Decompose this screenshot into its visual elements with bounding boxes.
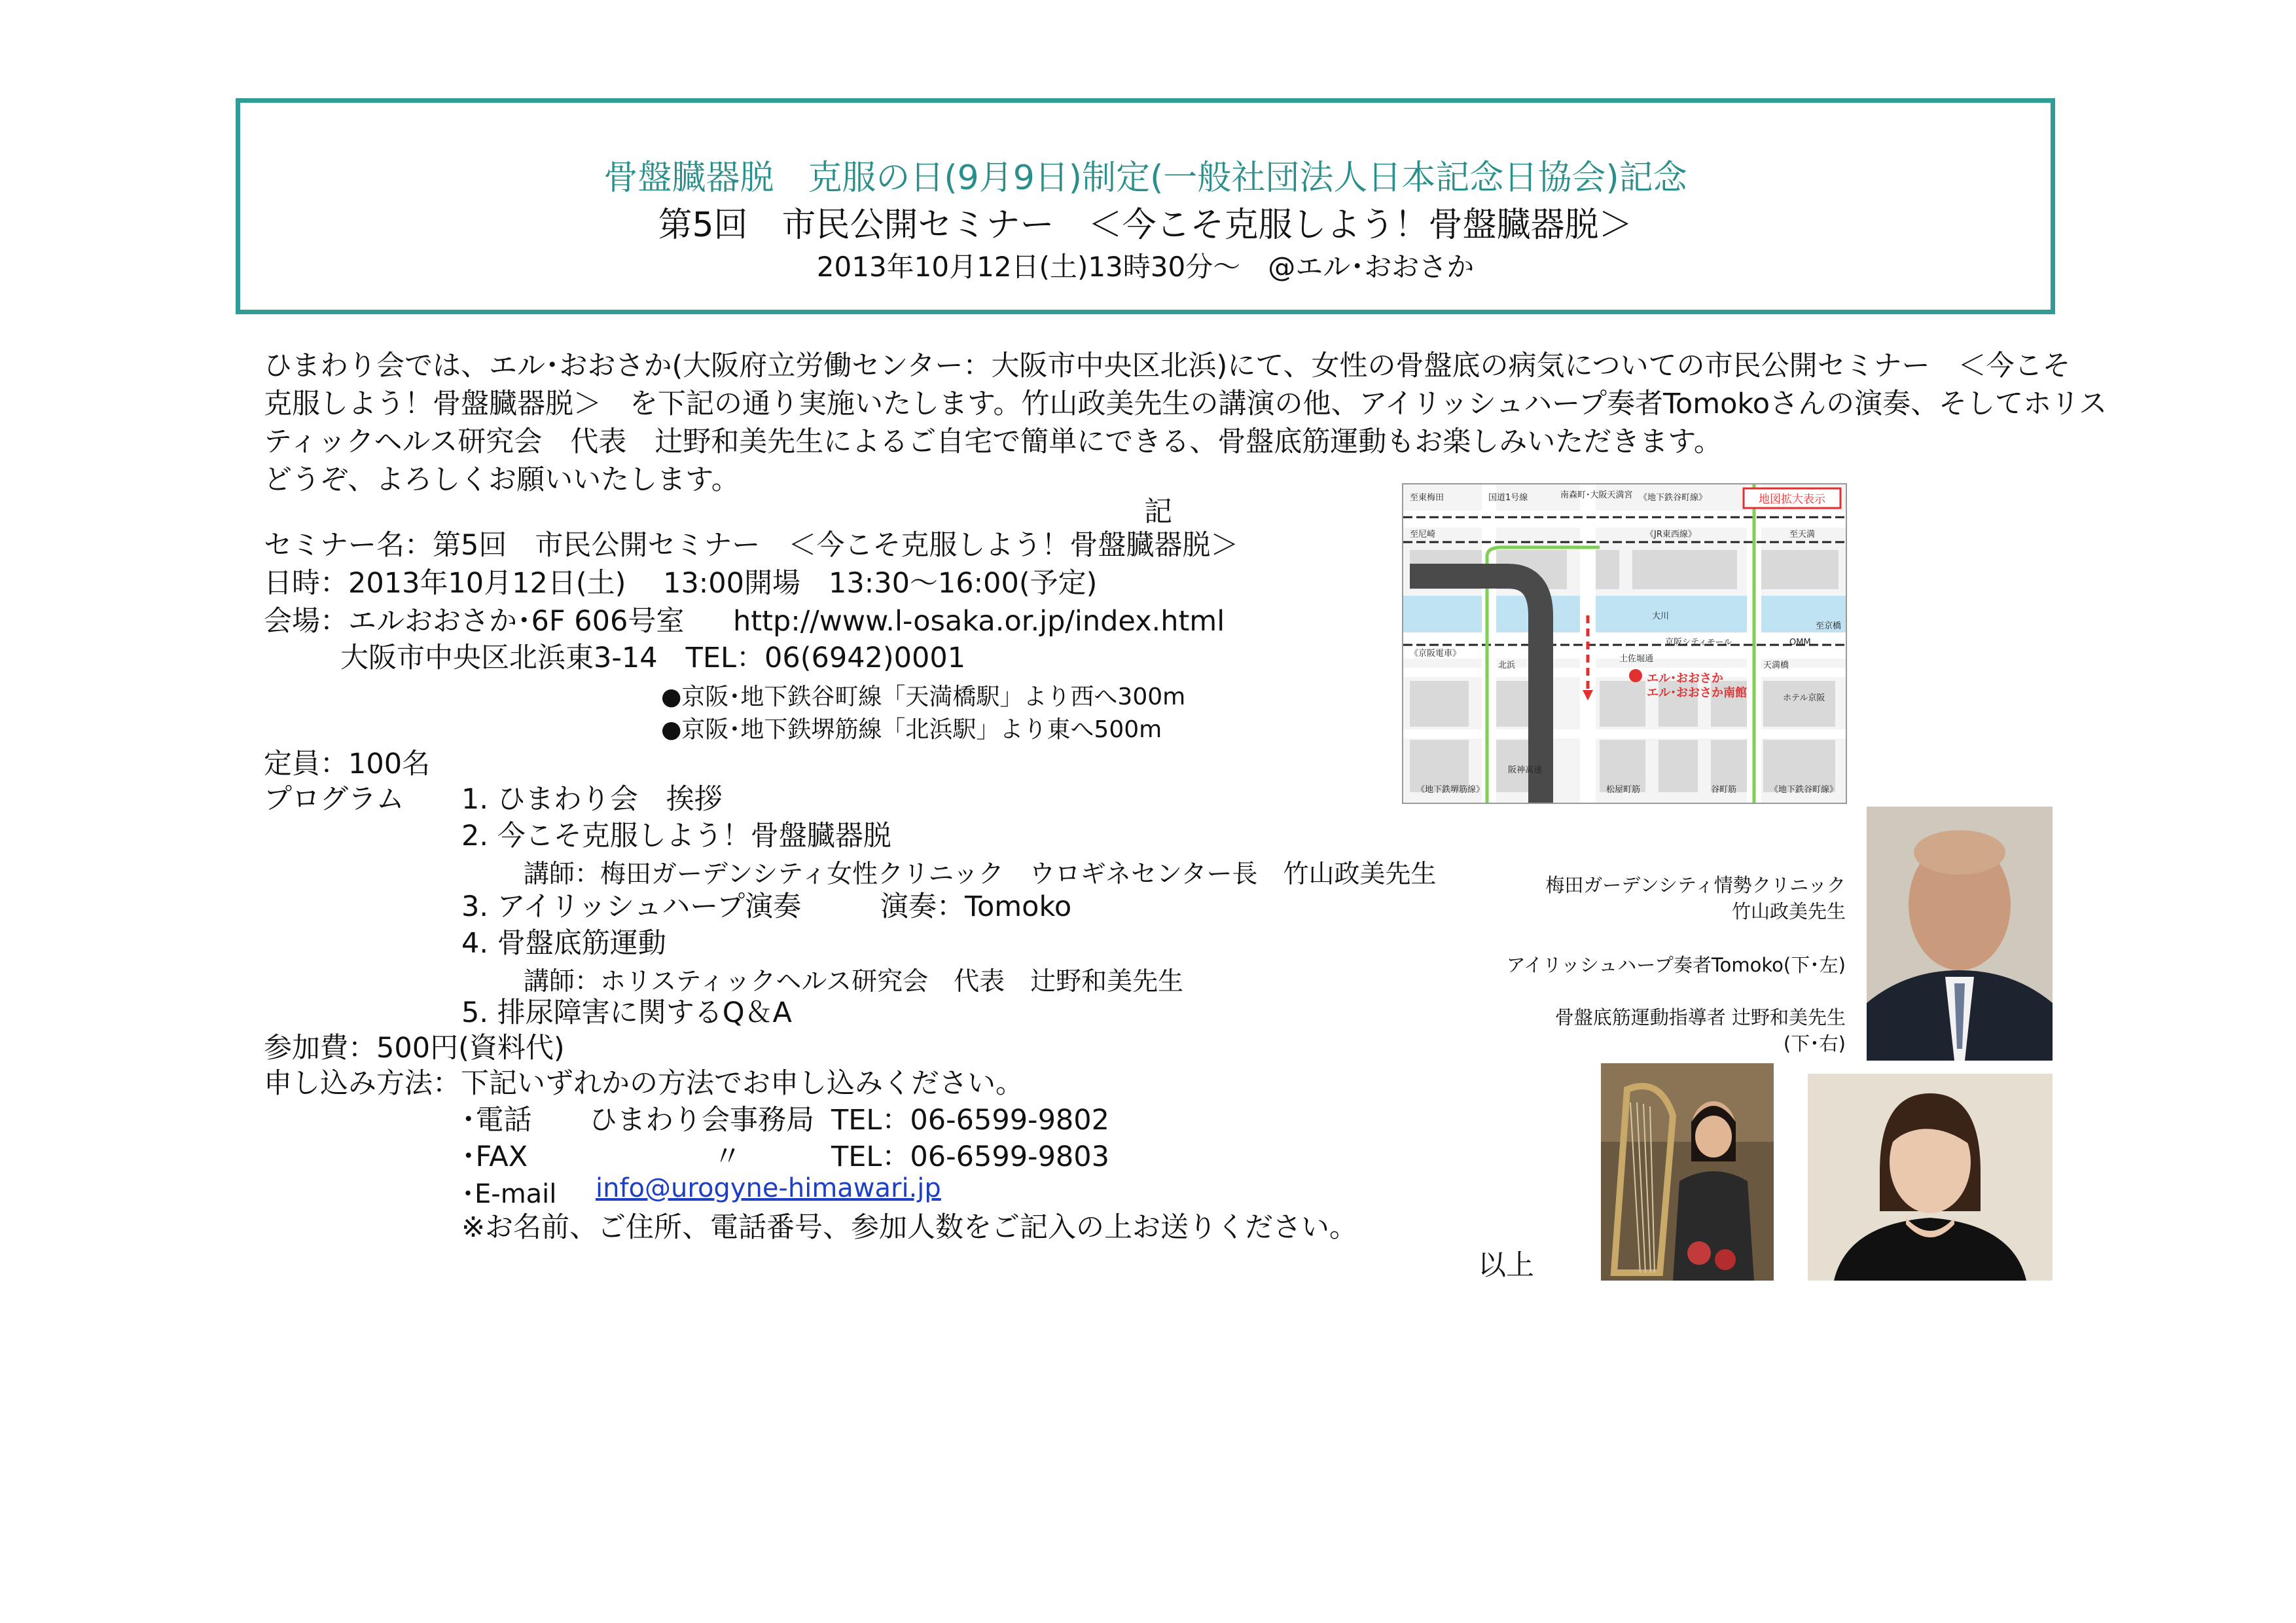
email-link[interactable]: info@urogyne-himawari.jp [596,1173,941,1203]
intro-line-2: 克服しよう！骨盤臓器脱＞ を下記の通り実施いたします。竹山政美先生の講演の他、アイリッシュハープ奏者Tomokoさんの演奏、そしてホリス [264,388,2108,420]
map-label: 阪神高速 [1508,765,1543,775]
map-label: 《京阪電車》 [1410,649,1462,659]
photo-takeyama [1867,807,2053,1061]
header-box [236,98,2055,314]
river-okawa [1403,596,1846,632]
map-label: 《JR東西線》 [1645,530,1696,539]
map-label: 《地下鉄谷町線》 [1770,785,1839,795]
venue-url: http://www.l-osaka.or.jp/index.html [733,605,1225,638]
program-item: 5. 排尿障害に関するQ＆A [461,996,792,1029]
fee: 参加費：500円(資料代) [264,1032,565,1065]
map-label: 土佐堀通 [1619,654,1654,664]
email-label: ･E-mail [461,1179,557,1209]
caption-takeyama-name: 竹山政美先生 [1731,900,1846,922]
caption-takeyama-clinic: 梅田ガーデンシティ情勢クリニック [1545,874,1846,896]
program-lecturer-takeyama: 講師：梅田ガーデンシティ女性クリニック ウロギネセンター長 竹山政美先生 [524,860,1437,889]
map-label: 北浜 [1498,661,1516,670]
map-label: ホテル京阪 [1783,693,1825,703]
fax-label: ･FAX [461,1140,528,1173]
map-label: 谷町筋 [1711,785,1737,795]
access-tenmabashi: ●京阪･地下鉄谷町線「天満橋駅」より西へ300m [661,684,1186,710]
program-item: 2. 今こそ克服しよう！骨盤臓器脱 [461,820,891,852]
venue-address: 大阪市中央区北浜東3-14 TEL：06(6942)0001 [340,642,966,674]
photo-tomoko [1601,1063,1774,1281]
program-label: プログラム [264,783,404,816]
fax-ditto: 〃 [713,1140,742,1173]
map-label: 至尼崎 [1410,530,1436,539]
capacity: 定員：100名 [264,748,431,780]
seminar-datetime: 日時：2013年10月12日(土) 13:00開場 13:30～16:00(予定) [264,567,1098,600]
map-enlarge-badge: 地図拡大表示 [1759,493,1825,506]
map-label: 至天満 [1789,530,1816,539]
map-label: 《地下鉄谷町線》 [1639,493,1708,503]
application-note: ※お名前、ご住所、電話番号、参加人数をご記入の上お送りください。 [461,1211,1358,1244]
header-datetime: 2013年10月12日(土)13時30分～ @エル･おおさか [816,251,1475,283]
caption-tomoko: アイリッシュハープ奏者Tomoko(下･左) [1506,954,1846,976]
access-map[interactable] [1402,483,1847,804]
program-item: 4. 骨盤底筋運動 [461,927,666,960]
intro-line-3: ティックヘルス研究会 代表 辻野和美先生によるご自宅で簡単にできる、骨盤底筋運動もお楽しみいただきます。 [264,426,1722,458]
access-kitahama: ●京阪･地下鉄堺筋線「北浜駅」より東へ500m [661,716,1162,743]
caption-tsujino: 骨盤底筋運動指導者 辻野和美先生 [1554,1006,1846,1029]
header-title: 第5回 市民公開セミナー ＜今こそ克服しよう！骨盤臓器脱＞ [658,206,1633,245]
map-label: 《地下鉄堺筋線》 [1416,785,1485,795]
tel-label: ･電話 [461,1104,532,1137]
intro-line-4: どうぞ、よろしくお願いいたします。 [264,464,740,496]
ijou: 以上 [1478,1249,1534,1282]
program-performer: 演奏：Tomoko [880,890,1072,923]
program-item: 1. ひまわり会 挨拶 [461,783,723,816]
header-commemoration: 骨盤臓器脱 克服の日(9月9日)制定(一般社団法人日本記念日協会)記念 [603,158,1687,198]
caption-tsujino-position: (下･右) [1783,1032,1846,1055]
tel-office: ひまわり会事務局 [589,1104,814,1137]
program-lecturer-tsujino: 講師：ホリスティックヘルス研究会 代表 辻野和美先生 [524,967,1184,996]
photo-tsujino [1808,1074,2053,1281]
map-label: 京阪シティモール [1665,638,1732,647]
ki-heading: 記 [1144,496,1172,528]
apply-method: 申し込み方法：下記いずれかの方法でお申し込みください。 [264,1067,1024,1100]
map-building-label: エル･おおさか南館 [1647,686,1747,700]
map-label: 国道1号線 [1488,493,1528,503]
seminar-name: セミナー名：第5回 市民公開セミナー ＜今こそ克服しよう！骨盤臓器脱＞ [264,529,1239,562]
map-label: 至京橋 [1816,621,1842,631]
intro-line-1: ひまわり会では、エル･おおさか(大阪府立労働センター：大阪市中央区北浜)にて、女性の骨盤底の病気についての市民公開セミナー ＜今こそ [264,350,2071,382]
seminar-venue: 会場：エルおおさか･6F 606号室 [264,605,685,638]
map-label: 南森町･大阪天満宮 [1560,490,1633,500]
map-label: 大川 [1652,611,1670,621]
map-label: OMM [1789,638,1811,647]
map-building-label: エル･おおさか [1647,672,1723,685]
map-label: 松屋町筋 [1606,785,1641,795]
map-label: 天満橋 [1763,661,1789,670]
program-item: 3. アイリッシュハープ演奏 [461,890,802,923]
fax-number: TEL：06-6599-9803 [831,1140,1110,1173]
map-label: 至東梅田 [1410,493,1444,503]
tel-number: TEL：06-6599-9802 [831,1104,1110,1137]
